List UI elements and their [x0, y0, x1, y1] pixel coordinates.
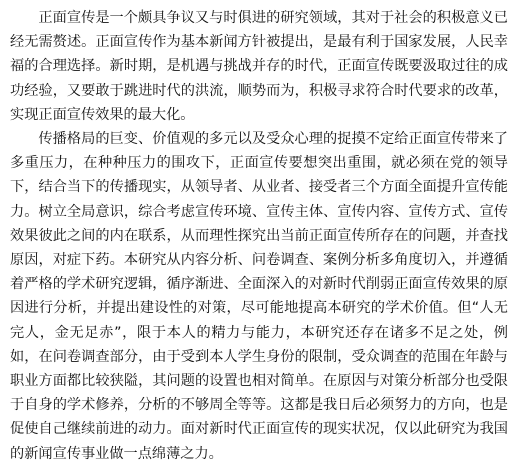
paragraph-intro: 正面宣传是一个颇具争议又与时俱进的研究领域，其对于社会的积极意义已经无需赘述。正面宣传作为基本新闻方针被提出，是最有利于国家发展，人民幸福的合理选择。新时期，是机遇与挑战并存的时代，正面宣传既要汲取过往的成功经验，又要敢于跳进时代的洪流，顺势而为，积极寻求符合时代要求的改革，实现正面宣传效果的最大化。	[10, 10, 508, 123]
paragraph-body: 传播格局的巨变、价值观的多元以及受众心理的捉摸不定给正面宣传带来了多重压力，在种种压力的围攻下，正面宣传要想突出重围，就必须在党的领导下，结合当下的传播现实，从领导者、从业者、接受者三个方面全面提升宣传能力。树立全局意识，综合考虑宣传环境、宣传主体、宣传内容、宣传方式、宣传效果彼此之间的内在联系，从而理性探究出当前正面宣传所存在的问题，并查找原因，对症下药。本研究从内容分析、问卷调查、案例分析多角度切入，并遵循着严格的学术研究逻辑，循序渐进、全面深入的对新时代削弱正面宣传效果的原因进行分析，并提出建设性的对策，尽可能地提高本研究的学术价值。但“人无完人，金无足赤”，限于本人的精力与能力，本研究还存在诸多不足之处，例如，在问卷调查部分，由于受到本人学生身份的限制，受众调查的范围在年龄与职业方面都比较狭隘，其问题的设置也相对简单。在原因与对策分析部分也受限于自身的学术修养，分析的不够周全等等。这都是我日后必须努力的方向，也是促使自己继续前进的动力。面对新时代正面宣传的现实状况，仅以此研究为我国的新闻宣传事业做一点绵薄之力。	[10, 131, 508, 462]
